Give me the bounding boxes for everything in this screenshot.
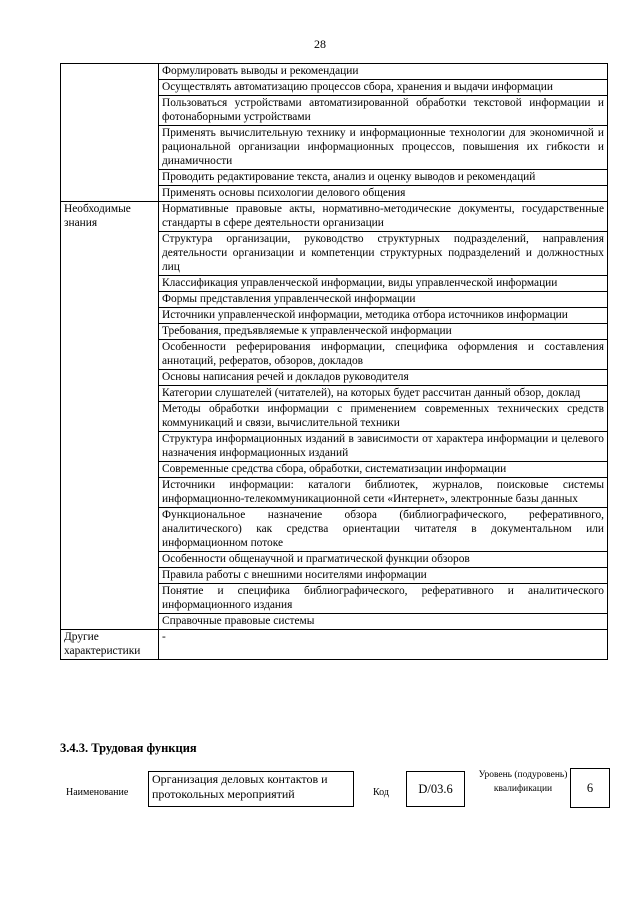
- row-text-cell: Осуществлять автоматизацию процессов сбора, хранения и выдачи информации: [159, 80, 608, 96]
- row-text-cell: Источники информации: каталоги библиотек, журналов, поисковые системы информационно-телекоммуникационной сети «Интернет», электронные базы данных: [159, 478, 608, 508]
- row-text-cell: Современные средства сбора, обработки, систематизации информации: [159, 462, 608, 478]
- row-text-cell: Применять вычислительную технику и информационные технологии для экономичной и рациональной организации информационных процессов, повышения их гибкости и динамичности: [159, 126, 608, 170]
- level-label: Уровень (подуровень) квалификации: [478, 770, 568, 794]
- row-text-cell: Пользоваться устройствами автоматизированной обработки текстовой информации и фотонаборными устройствами: [159, 96, 608, 126]
- row-text-cell: Классификация управленческой информации, виды управленческой информации: [159, 276, 608, 292]
- row-text-cell: Справочные правовые системы: [159, 614, 608, 630]
- row-label-cell: Другие характеристики: [61, 630, 159, 660]
- row-text-cell: Требования, предъявляемые к управленческой информации: [159, 324, 608, 340]
- page-number: 28: [314, 37, 326, 51]
- row-text-cell: Основы написания речей и докладов руководителя: [159, 370, 608, 386]
- requirements-table: [60, 63, 608, 660]
- row-text-cell: Категории слушателей (читателей), на которых будет рассчитан данный обзор, доклад: [159, 386, 608, 402]
- row-text-cell: Формы представления управленческой информации: [159, 292, 608, 308]
- row-text-cell: Формулировать выводы и рекомендации: [159, 64, 608, 80]
- row-text-cell: Методы обработки информации с применением современных технических средств коммуникаций и связи, вычислительной техники: [159, 402, 608, 432]
- row-text-cell: Применять основы психологии делового общения: [159, 186, 608, 202]
- name-label: Наименование: [66, 787, 129, 798]
- row-label-cell: [61, 64, 159, 202]
- row-text-cell: Понятие и специфика библиографического, реферативного и аналитического информационного издания: [159, 584, 608, 614]
- row-text-cell: -: [159, 630, 608, 660]
- row-text-cell: Структура организации, руководство структурных подразделений, направления деятельности организации и компетенции структурных подразделений и должностных лиц: [159, 232, 608, 276]
- row-text-cell: Особенности общенаучной и прагматической функции обзоров: [159, 552, 608, 568]
- row-text-cell: Функциональное назначение обзора (библиографического, реферативного, аналитического) как средства ориентации читателя в документальном или информационном потоке: [159, 508, 608, 552]
- row-text-cell: Проводить редактирование текста, анализ и оценку выводов и рекомендаций: [159, 170, 608, 186]
- code-value-box: D/03.6: [406, 771, 465, 807]
- section-title: 3.4.3. Трудовая функция: [60, 741, 197, 755]
- level-value-box: 6: [570, 768, 610, 808]
- name-value-box: Организация деловых контактов и протокольных мероприятий: [148, 771, 354, 807]
- row-text-cell: Нормативные правовые акты, нормативно-методические документы, государственные стандарты в сфере деятельности организации: [159, 202, 608, 232]
- row-text-cell: Источники управленческой информации, методика отбора источников информации: [159, 308, 608, 324]
- skill-row: [61, 64, 608, 80]
- row-text-cell: Особенности реферирования информации, специфика оформления и составления аннотаций, рефератов, обзоров, докладов: [159, 340, 608, 370]
- row-text-cell: Структура информационных изданий в зависимости от характера информации и целевого назначения информационных изданий: [159, 432, 608, 462]
- other-characteristics-row: [61, 630, 608, 660]
- row-text-cell: Правила работы с внешними носителями информации: [159, 568, 608, 584]
- code-label: Код: [373, 787, 389, 798]
- knowledge-row: [61, 202, 608, 232]
- row-label-cell: Необходимые знания: [61, 202, 159, 630]
